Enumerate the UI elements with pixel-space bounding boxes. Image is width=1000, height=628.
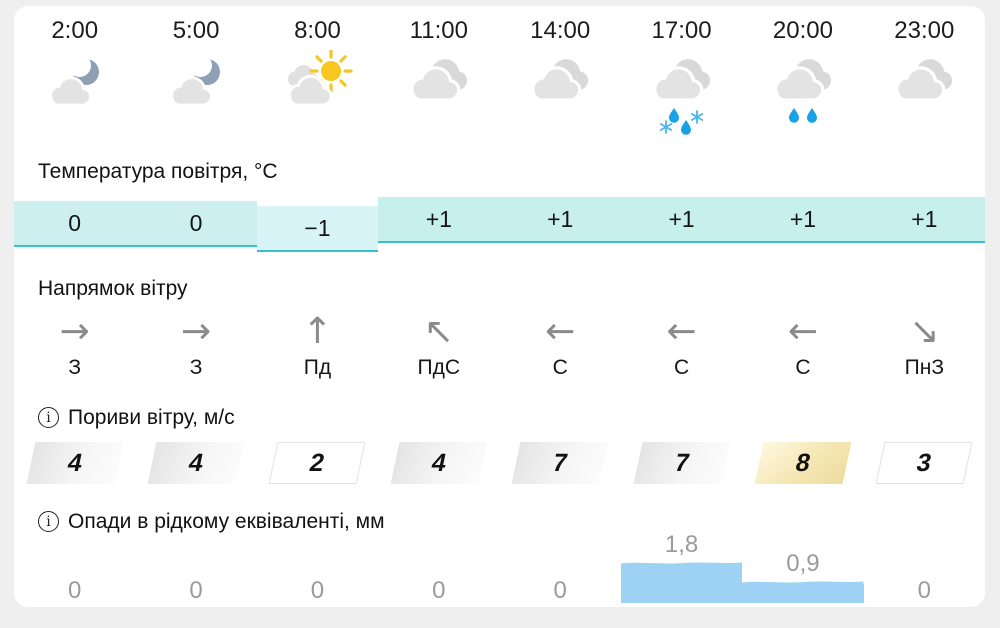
gusts-row [14,440,985,486]
precip-bar [621,565,742,603]
precipitation-row [14,531,985,607]
wind-arrow-icon: ↑ [302,311,333,352]
cloudy-icon [520,50,600,138]
precip-value: 0,9 [786,550,820,577]
wind-arrow-icon: → [180,311,212,352]
gust-value: 4 [390,442,487,484]
precipitation-label-text: Опади в рідкому еквіваленті, мм [68,509,385,533]
wind-direction-value: С [795,356,811,379]
precip-bar [742,584,863,603]
temperature-section-label [38,158,985,185]
time-label: 14:00 [530,17,591,44]
gust-value: 7 [633,442,730,484]
temperature-value: +1 [378,197,499,243]
temperature-value: 0 [14,201,135,247]
precip-bar-wave [621,560,742,566]
precip-value: 0 [310,577,325,604]
wind-arrow-icon: ← [545,311,576,352]
gusts-label-text: Пориви вітру, м/с [68,405,235,429]
precip-bar-wave [742,579,863,585]
wind-direction-value: Пд [303,356,332,379]
precip-value: 0 [432,577,446,604]
wind-arrow-icon: ← [787,311,819,352]
precip-value: 0 [189,577,203,604]
wind-arrow-icon: ↘ [909,311,940,352]
wind-direction-label-text: Напрямок вітру [38,276,188,300]
gust-value: 7 [512,442,609,484]
time-label: 2:00 [51,17,99,44]
wind-direction-value: ПнЗ [904,356,944,379]
temperature-value: −1 [257,206,378,252]
precip-value: 1,8 [664,531,699,558]
wind-direction-value: С [673,356,690,379]
temperature-value: +1 [742,197,863,243]
weather-icon-row [14,50,985,146]
wind-arrow-icon: → [59,311,90,352]
gusts-section-label [38,404,985,431]
info-icon[interactable]: i [38,407,59,428]
wind-direction-value: З [68,356,82,379]
cloudy-sleet-icon [642,50,722,138]
precipitation-section-label [38,508,985,535]
precip-value: 0 [553,577,567,604]
gust-value: 4 [26,442,123,484]
precip-value: 0 [68,577,82,604]
info-icon[interactable]: i [38,511,59,532]
gust-value: 4 [148,442,245,484]
temperature-band [14,197,985,253]
wind-direction-value: С [552,356,568,379]
time-label: 20:00 [772,17,833,44]
hourly-forecast-card [14,6,985,607]
cloudy-icon [884,50,964,138]
cloudy-icon [399,50,479,138]
gust-value: 2 [269,442,366,484]
sun-behind-clouds-icon [277,50,357,138]
time-label: 11:00 [409,17,468,44]
wind-arrow-icon: ← [666,311,697,352]
temperature-label-text: Температура повітря, °C [38,159,278,183]
gust-value: 3 [876,442,973,484]
cloud-moon-icon [156,50,236,138]
time-label: 17:00 [651,17,712,44]
wind-arrow-icon: ↖ [423,311,454,352]
time-row [14,6,985,50]
time-label: 23:00 [894,17,955,44]
cloudy-rain-icon [763,50,843,138]
temperature-value: +1 [864,197,985,243]
wind-direction-value: З [189,356,203,379]
wind-direction-row [14,356,985,386]
gust-value: 8 [754,442,851,484]
time-label: 8:00 [294,17,341,44]
temperature-value: +1 [621,197,742,243]
time-label: 5:00 [172,17,220,44]
precip-value: 0 [917,577,931,604]
wind-direction-value: ПдС [417,356,461,379]
temperature-value: +1 [500,197,621,243]
cloud-moon-icon [35,50,115,138]
temperature-value: 0 [135,201,256,247]
wind-arrow-row [14,308,985,356]
wind-direction-section-label [38,275,985,302]
